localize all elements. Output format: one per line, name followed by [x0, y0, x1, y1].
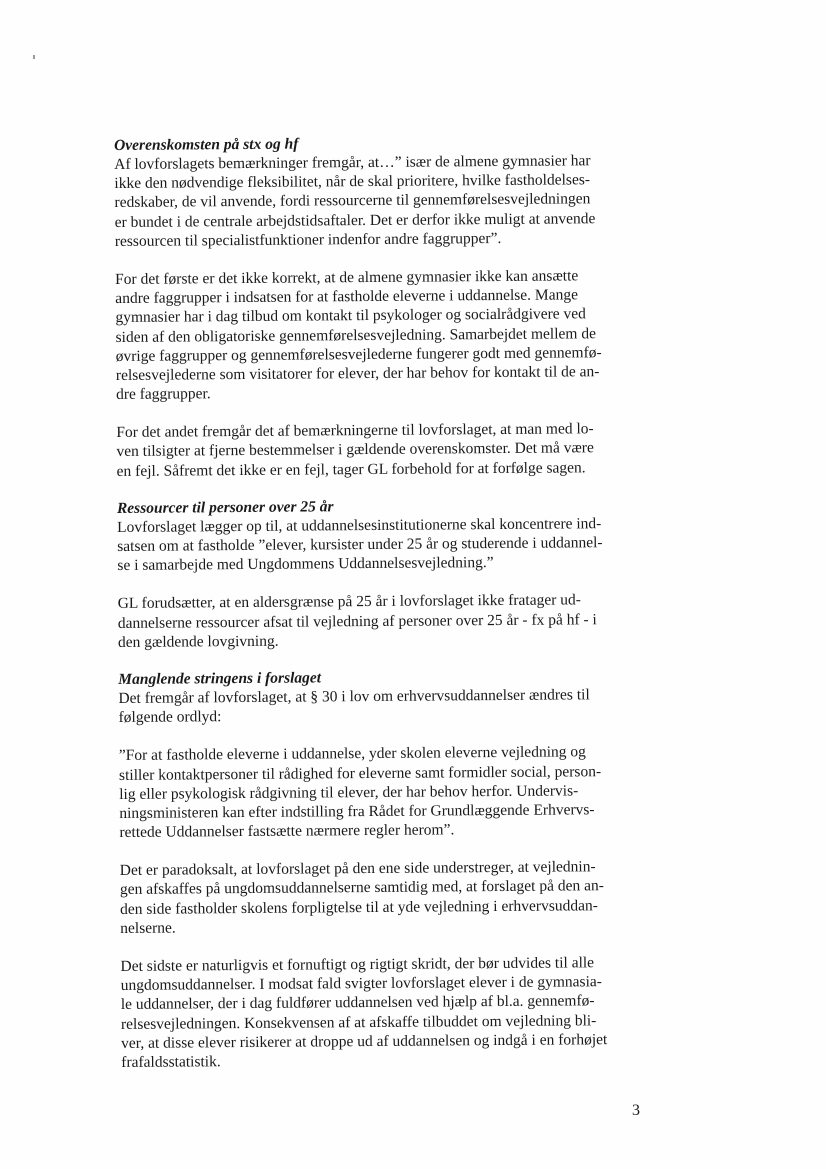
text-line: stiller kontaktpersoner til rådighed for eleverne samt formidler social, person-	[118, 762, 602, 784]
paragraph	[120, 953, 645, 1072]
section-heading: Manglende stringens i forslaget	[118, 669, 322, 688]
paragraph	[118, 590, 642, 652]
text-line: rettede Uddannelser fastsætte nærmere regler herom”.	[119, 821, 455, 842]
text-line: frafaldsstatistik.	[121, 1053, 221, 1071]
text-line: se i samarbejde med Ungdommens Uddannelsesvejledning.”	[117, 554, 494, 575]
paragraph	[115, 266, 640, 404]
text-line: siden af den obligatoriske gennemførelsesvejledning. Samarbejdet mellem de	[115, 324, 596, 346]
text-line: Det fremgår af lovforslaget, at § 30 i lov om erhvervsuddannelser ændres til	[118, 686, 590, 707]
text-line: Det sidste er naturligvis et fornuftigt og rigtigt skridt, der bør udvides til alle	[120, 954, 595, 975]
text-line: ningsministeren kan efter indstilling fra Rådet for Grundlæggende Erhvervs-	[119, 801, 595, 822]
paragraph	[114, 151, 639, 251]
scan-speck	[33, 55, 35, 59]
text-line: dannelserne ressourcer afsat til vejledning af personer over 25 år - fx på hf - i	[117, 610, 597, 632]
text-line: GL forudsætter, at en aldersgrænse på 25 år i lovforslaget ikke fratager ud-	[117, 591, 581, 613]
text-line: For det første er det ikke korrekt, at de almene gymnasier ikke kan ansætte	[115, 267, 579, 288]
text-line: en fejl. Såfremt det ikke er en fejl, tager GL forbehold for at forfølge sagen.	[116, 458, 586, 480]
text-line: ven tilsigter at fjerne bestemmelser i gældende overenskomster. Det må være	[116, 439, 594, 461]
text-line: Lovforslaget lægger op til, at uddannelsesinstitutionerne skal koncentrere ind-	[117, 514, 602, 536]
text-line: For det andet fremgår det af bemærkningerne til lovforslaget, at man med lo-	[116, 420, 594, 442]
text-line: dre faggrupper.	[115, 385, 211, 404]
page-number: 3	[632, 1102, 640, 1119]
section-manglende-stringens	[118, 666, 645, 1072]
text-line: ungdomsuddannelser. I modsat fald svigter lovforslaget elever i de gymnasia-	[120, 973, 602, 995]
paragraph	[118, 685, 642, 727]
paragraph	[116, 419, 640, 481]
paragraph	[119, 742, 644, 842]
text-line: følgende ordlyd:	[118, 708, 222, 727]
text-line: øvrige faggrupper og gennemførelsesvejlederne fungerer godt med gennemfø-	[115, 343, 602, 365]
paragraph	[117, 514, 641, 576]
text-line: relsesvejledningen. Konsekvensen af at afskaffe tilbuddet om vejledning bli-	[120, 1011, 597, 1033]
text-line: Det er paradoksalt, at lovforslaget på den ene side understreger, at vejlednin-	[119, 858, 596, 880]
text-line: relsesvejlederne som visitatorer for elever, der har behov for kontakt til de an-	[115, 363, 600, 384]
text-line: le uddannelser, der i dag fuldfører uddannelsen ved hjælp af bl.a. gennemfø-	[120, 992, 595, 1014]
text-line: er bundet i de centrale arbejdstidsaftaler. Det er derfor ikke muligt at anvende	[114, 209, 596, 231]
document-body	[114, 132, 645, 1072]
text-line: satsen om at fastholde ”elever, kursister under 25 år og studerende i uddannel-	[117, 534, 603, 555]
text-line: lig eller psykologisk rådgivning til elever, der har behov herfor. Undervis-	[119, 782, 579, 803]
section-ressourcer	[117, 495, 642, 652]
text-line: ver, at disse elever risikerer at droppe ud af uddannelsen og indgå i en forhøjet	[121, 1030, 608, 1052]
text-line: ressourcen til specialistfunktioner indenfor andre faggrupper”.	[114, 229, 502, 250]
text-line: den side fastholder skolens forpligtelse til at yde vejledning i erhvervsuddan-	[120, 896, 598, 918]
section-heading: Ressourcer til personer over 25 år	[116, 498, 334, 517]
section-overenskomsten	[114, 132, 641, 481]
text-line: gymnasier har i dag tilbud om kontakt til psykologer og socialrådgivere ved	[115, 305, 586, 327]
text-line: den gældende lovgivning.	[117, 632, 279, 651]
text-line: Af lovforslagets bemærkninger fremgår, at…” især de almene gymnasier har	[114, 152, 591, 173]
text-line: nelserne.	[120, 919, 176, 937]
text-line: redskaber, de vil anvende, fordi ressourcerne til gennemførelsesvejledningen	[114, 190, 591, 212]
text-line: andre faggrupper i indsatsen for at fastholde eleverne i uddannelse. Mange	[115, 286, 579, 308]
text-line: gen afskaffes på ungdomsuddannelserne samtidig med, at forslaget på den an-	[119, 877, 604, 899]
paragraph	[120, 857, 645, 938]
text-line: ikke den nødvendige fleksibilitet, når de skal prioritere, hvilke fastholdelses-	[114, 171, 591, 193]
text-line: ”For at fastholde eleverne i uddannelse, yder skolen eleverne vejledning og	[118, 743, 586, 765]
section-heading: Overenskomsten på stx og hf	[114, 135, 299, 154]
